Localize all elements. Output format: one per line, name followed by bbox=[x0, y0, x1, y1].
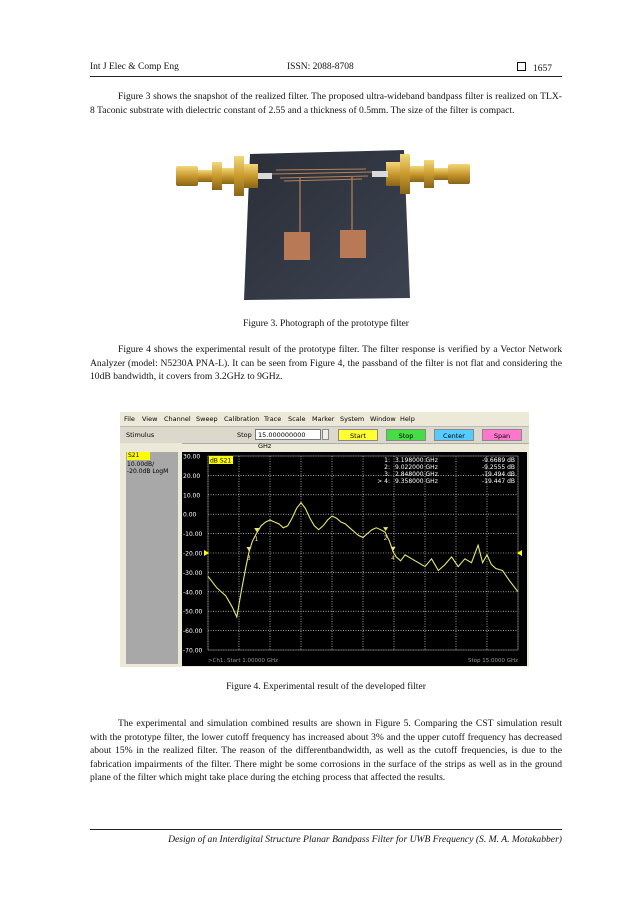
marker-triangle bbox=[383, 527, 388, 531]
marker-number: 3 bbox=[246, 555, 251, 563]
menu-channel[interactable]: Channel bbox=[164, 415, 191, 423]
y-tick-label: 30.00 bbox=[183, 453, 201, 461]
start-button[interactable]: Start bbox=[338, 429, 378, 441]
marker-triangle bbox=[391, 547, 396, 551]
checkbox-glyph-icon bbox=[517, 62, 526, 71]
stimulus-toolbar bbox=[120, 426, 529, 450]
issn: ISSN: 2088-8708 bbox=[287, 62, 354, 72]
figure-3-caption: Figure 3. Photograph of the prototype filter bbox=[243, 318, 409, 329]
y-tick-label: -20.00 bbox=[183, 550, 203, 558]
trace-ref: -20.0dB bbox=[127, 468, 151, 475]
trace-format: LogM bbox=[152, 468, 169, 475]
marker-triangle bbox=[246, 547, 251, 551]
stop-button[interactable]: Stop bbox=[386, 429, 426, 441]
menu-calibration[interactable]: Calibration bbox=[224, 415, 260, 423]
y-tick-label: 0.00 bbox=[183, 511, 197, 519]
marker-readout-id: 3: bbox=[384, 471, 390, 478]
right-stub-pad bbox=[340, 230, 366, 258]
marker-readout-freq: 9.022000 GHz bbox=[395, 464, 438, 471]
center-button[interactable]: Center bbox=[434, 429, 474, 441]
menu-sweep[interactable]: Sweep bbox=[196, 415, 218, 423]
trace-status-panel bbox=[126, 452, 178, 664]
y-tick-label: -60.00 bbox=[183, 628, 203, 636]
y-tick-label: -40.00 bbox=[183, 589, 203, 597]
vna-screen bbox=[182, 452, 527, 666]
sweep-stop: Stop 15.0000 GHz bbox=[467, 658, 518, 664]
stimulus-label[interactable]: Stimulus bbox=[126, 431, 155, 439]
marker-readout-id: > 4: bbox=[377, 478, 390, 485]
trace-info bbox=[126, 452, 178, 482]
page-number: 1657 bbox=[533, 64, 552, 74]
menu-system[interactable]: System bbox=[340, 415, 365, 423]
marker-readout-id: 2: bbox=[384, 464, 390, 471]
span-button[interactable]: Span bbox=[482, 429, 522, 441]
stop-label: Stop bbox=[237, 431, 252, 439]
menu-view[interactable]: View bbox=[142, 415, 158, 423]
marker-readout-value: -19.494 dB bbox=[482, 471, 515, 478]
menu-marker[interactable]: Marker bbox=[312, 415, 335, 423]
marker-readout-freq: 2.848000 GHz bbox=[395, 471, 438, 478]
menu-scale[interactable]: Scale bbox=[288, 415, 306, 423]
sweep-start: >Ch1: Start 1.00000 GHz bbox=[208, 658, 278, 664]
menu-help[interactable]: Help bbox=[400, 415, 415, 423]
vna-window bbox=[120, 412, 529, 667]
running-footer: Design of an Interdigital Structure Planar Bandpass Filter for UWB Frequency (S. M. A. Motakabber) bbox=[168, 834, 562, 845]
stop-spin-button[interactable] bbox=[322, 429, 329, 440]
menu-bar bbox=[120, 412, 529, 425]
menu-file[interactable]: File bbox=[124, 415, 135, 423]
trace-name[interactable]: S21 bbox=[127, 452, 150, 460]
paragraph-2-text: Figure 4 shows the experimental result of the prototype filter. The filter response is verified by a Vector Network Analyzer (model: N5230A PNA-L). It can be seen from Figure 4, the passband of the filter is not flat and considering the 10dB bandwidth, it covers from 3.2GHz to 9GHz. bbox=[90, 344, 562, 382]
marker-readout-freq: 3.198000 GHz bbox=[395, 457, 438, 464]
y-tick-label: -30.00 bbox=[183, 569, 203, 577]
menu-window[interactable]: Window bbox=[370, 415, 396, 423]
y-tick-label: -10.00 bbox=[183, 531, 203, 539]
trace-scale: 10.00dB/ bbox=[127, 461, 155, 468]
paragraph-3 bbox=[90, 717, 562, 785]
y-tick-label: -70.00 bbox=[183, 647, 203, 655]
paragraph-3-text: The experimental and simulation combined results are shown in Figure 5. Comparing the CST simulation result with the prototype filter, the lower cutoff frequency has increased about 3% and the upper cutoff frequency has decreased about 15% in the realized filter. The reason of the differentbandwidth, as well as the cutoff frequencies, is due to the fabrication impairments of the filter. There might be some corrosions in the surface of the strips as well as in the ground plane of the filter which might take place during the etching process that affected the results. bbox=[90, 718, 562, 783]
s21-chart bbox=[182, 452, 527, 666]
journal-name: Int J Elec & Comp Eng bbox=[90, 62, 179, 72]
marker-number: 2 bbox=[383, 535, 388, 543]
marker-number: 1 bbox=[254, 535, 259, 543]
trace-ref-format bbox=[127, 468, 168, 475]
paragraph-2 bbox=[90, 343, 562, 384]
paragraph-1 bbox=[90, 90, 562, 117]
screen-label: dB S21 bbox=[210, 457, 232, 465]
menu-trace[interactable]: Trace bbox=[264, 415, 282, 423]
marker-readout-value: -19.447 dB bbox=[482, 478, 515, 485]
y-tick-label: 10.00 bbox=[183, 492, 201, 500]
marker-readout-value: -9.2555 dB bbox=[482, 464, 515, 471]
footer-rule bbox=[90, 829, 562, 830]
trace-s21 bbox=[208, 503, 518, 617]
paragraph-1-text: Figure 3 shows the snapshot of the realized filter. The proposed ultra-wideband bandpass filter is realized on TLX-8 Taconic substrate with dielectric constant of 2.55 and a thickness of 0.5mm. The size of the filter is compact. bbox=[90, 91, 562, 116]
figure-4-caption: Figure 4. Experimental result of the developed filter bbox=[226, 681, 426, 692]
y-tick-label: 20.00 bbox=[183, 472, 201, 480]
header-rule bbox=[90, 76, 562, 77]
filter-photograph bbox=[172, 148, 474, 302]
running-header bbox=[90, 62, 552, 76]
marker-readout-value: -9.6689 dB bbox=[482, 457, 515, 464]
stop-frequency-input[interactable]: 15.000000000 GHz bbox=[255, 429, 321, 440]
marker-readout-id: 1: bbox=[384, 457, 390, 464]
left-stub-pad bbox=[284, 232, 310, 260]
page-number-wrap bbox=[517, 62, 552, 74]
marker-number: 4 bbox=[391, 554, 395, 562]
y-tick-label: -50.00 bbox=[183, 608, 203, 616]
marker-readout-freq: 9.358000 GHz bbox=[395, 478, 438, 485]
